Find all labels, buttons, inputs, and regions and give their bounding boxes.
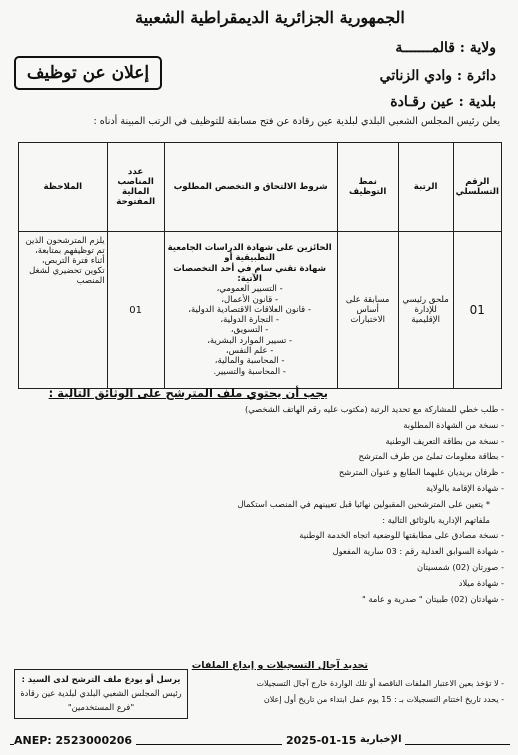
- header-notes: الملاحظة: [19, 143, 108, 232]
- header-rank: الرتبة: [398, 143, 453, 232]
- list-item: - نسخة مصادق على مطابقتها للوضعية اتجاه الخدمة الوطنية: [204, 528, 504, 544]
- wilaya-line: ولاية : قالمـــــــة: [395, 40, 496, 56]
- header-positions: عدد المناصب المالية المفتوحة: [107, 143, 164, 232]
- condition-line: - تسيير الموارد البشرية،: [207, 335, 293, 346]
- list-item: - شهادة ميلاد: [204, 576, 504, 592]
- header-conditions: شروط الالتحاق و التخصص المطلوب: [164, 143, 337, 232]
- documents-list: [204, 402, 504, 607]
- header-recruitment: نمط التوظيف: [337, 143, 398, 232]
- table-row: [19, 232, 502, 389]
- republic-title: الجمهورية الجزائرية الديمقراطية الشعبية: [135, 8, 405, 27]
- condition-line: - قانون الأعمال،: [221, 294, 279, 305]
- baladia-line: بلدية : عين رقـادة: [390, 94, 496, 110]
- daira-line: دائرة : وادي الزناتي: [379, 68, 496, 84]
- table-header-row: [19, 143, 502, 232]
- cell-recruitment: مسابقة على أساس الاختبارات: [337, 232, 398, 389]
- list-item: - نسخة من بطاقة التعريف الوطنية: [204, 434, 504, 450]
- list-item: - صورتان (02) شمسيتان: [204, 560, 504, 576]
- list-item: - ظرفان بريديان عليهما الطابع و عنوان المترشح: [204, 465, 504, 481]
- cell-notes: يلزم المترشحون الذين تم توظيفهم بمتابعة، أثناء فترة التربص، تكوين تحضيري لشغل المنصب: [19, 232, 108, 389]
- condition-line: شهادة تقني سام في أحد التخصصات الآتية:: [173, 263, 327, 284]
- header-serial: الرقم التسلسلي: [453, 143, 501, 232]
- cell-rank: ملحق رئيسي للإدارة الإقليمية: [398, 232, 453, 389]
- newspaper-name: الإخبارية: [357, 734, 405, 745]
- documents-note-continued: ملفاتهم الإدارية بالوثائق التالية :: [382, 514, 490, 525]
- condition-line: - التسيير العمومي،: [216, 284, 283, 295]
- list-item: - بطاقة معلومات تملئ من طرف المترشح: [204, 449, 504, 465]
- list-item: - شهادة الإقامة بالولاية: [204, 481, 504, 497]
- list-item: - شهادتان (02) طبيتان " صدرية و عامة ": [204, 592, 504, 608]
- condition-line: - التسويق،: [230, 325, 269, 336]
- announcement-box: إعلان عن توظيف: [14, 56, 162, 90]
- list-item: - لا تؤخذ بعين الاعتبار الملفات الناقصة أو تلك الواردة خارج آجال التسجيلات: [244, 676, 504, 692]
- publication-date: 2025-01-15: [282, 734, 360, 747]
- list-item: - يحدد تاريخ اختتام التسجيلات بـ : 15 يوم عمل ابتداء من تاريخ أول إعلان: [244, 692, 504, 708]
- list-item: - شهادة السوابق العدلية رقم : 03 سارية المفعول: [204, 544, 504, 560]
- cell-serial: 01: [453, 232, 501, 389]
- cell-conditions: [164, 232, 337, 389]
- intro-text: يعلن رئيس المجلس الشعبي البلدي لبلدية عين رقادة عن فتح مسابقة للتوظيف في الرتب المبينة أدناه :: [93, 116, 500, 127]
- positions-table: [18, 142, 502, 389]
- send-line-3: "فرع المستخدمين": [67, 702, 135, 712]
- send-to-box: [14, 669, 188, 719]
- list-item: - طلب خطي للمشاركة مع تحديد الرتبة (مكتوب عليه رقم الهاتف الشخصي): [204, 402, 504, 418]
- condition-line: - المحاسبة والمالية،: [214, 356, 285, 367]
- condition-line: - علم النفس،: [225, 346, 274, 357]
- procedure-title: تحديد آجال التسجيلات و إيداع الملفات: [191, 660, 368, 671]
- condition-line: الحائزين على شهادة الدراسات الجامعية التطبيقية أو: [167, 243, 332, 264]
- cell-positions: 01: [107, 232, 164, 389]
- procedure-list: [244, 676, 504, 708]
- condition-line: - المحاسبة والتسيير.: [213, 366, 286, 377]
- condition-line: - قانون العلاقات الاقتصادية الدولية،: [188, 304, 312, 315]
- documents-note: * يتعين على المترشحين المقبولين نهائيا قبل تعيينهم في المنصب استكمال: [237, 498, 490, 509]
- anep-reference: ANEP: 2523000206: [14, 734, 136, 747]
- send-line-2: رئيس المجلس الشعبي البلدي لبلدية عين رقادة: [20, 688, 182, 698]
- send-line-1: يرسل أو يودع ملف الترشح لدى السيد :: [21, 674, 181, 684]
- documents-title: يجب أن يحتوي ملف المترشح على الوثائق التالية :: [48, 386, 328, 400]
- condition-line: - التجارة الدولية،: [220, 315, 279, 326]
- list-item: - نسخة من الشهادة المطلوبة: [204, 418, 504, 434]
